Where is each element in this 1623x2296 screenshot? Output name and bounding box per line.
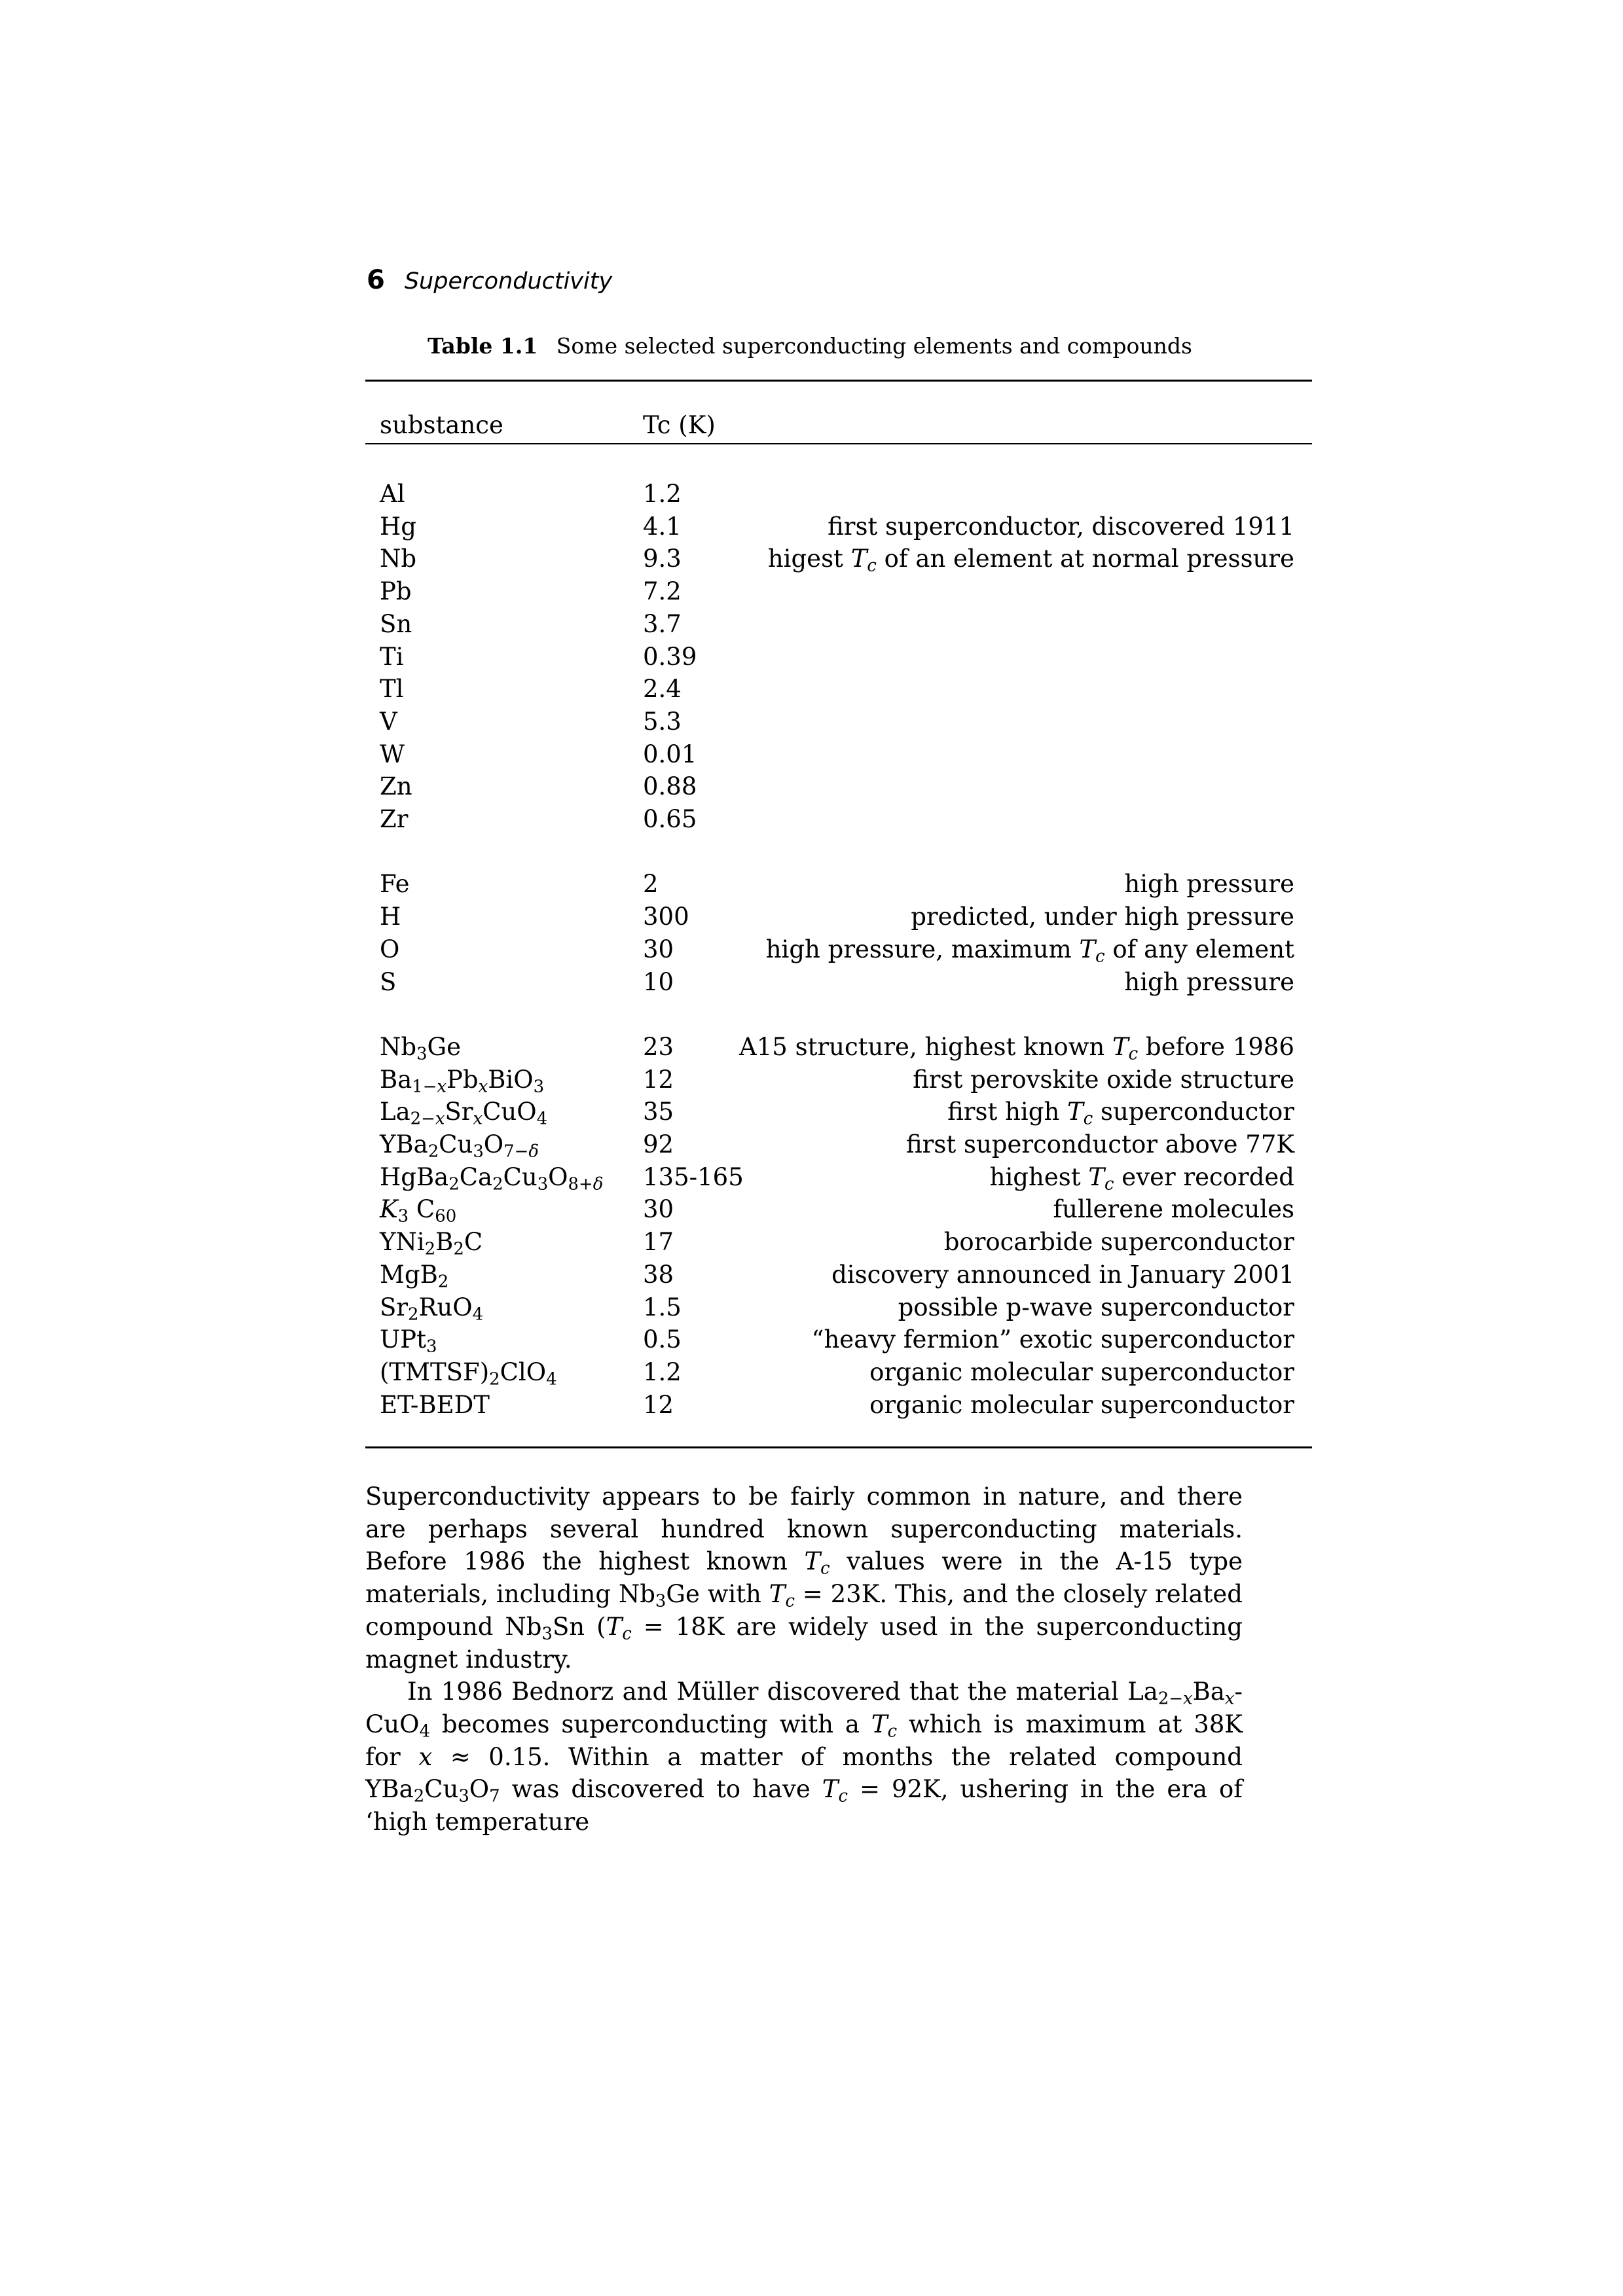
table-row — [0, 1293, 1623, 1326]
table-row — [0, 935, 1623, 968]
table-row — [0, 968, 1623, 1001]
cell-tc: 0.01 — [643, 740, 697, 768]
cell-tc: 1.5 — [643, 1293, 682, 1321]
cell-substance: S — [380, 967, 397, 996]
table-row — [0, 772, 1623, 805]
cell-note: first high $T_c$ superconductor — [947, 1098, 1294, 1129]
cell-note: borocarbide superconductor — [943, 1228, 1294, 1257]
body-paragraph-1: Superconductivity appears to be fairly common in nature, and there are perhaps several hundred known superconducting materials. Before 1986 the highest known $T_c$ values were in the A-15 type materials, including $Nb_3Ge$ with $T_c = 23K$. This, and the closely related compound $Nb_3Sn$ ($T_c = 18K$ are widely used in the superconducting magnet industry. — [365, 1482, 1243, 1674]
table-row — [0, 512, 1623, 545]
cell-tc: 92 — [643, 1130, 674, 1158]
table-row — [0, 1098, 1623, 1130]
table-row — [0, 545, 1623, 577]
table-row — [0, 1195, 1623, 1228]
cell-note: first perovskite oxide structure — [913, 1065, 1294, 1094]
cell-tc: 1.2 — [643, 1357, 682, 1386]
cell-substance: Fe — [380, 870, 410, 899]
table-row — [0, 740, 1623, 773]
body-text — [365, 1480, 1243, 1839]
cell-note: high pressure — [1124, 967, 1294, 996]
cell-tc: 0.5 — [643, 1325, 682, 1354]
cell-note: high pressure — [1124, 870, 1294, 899]
cell-substance: $YBa_2Cu_3O_{7-\delta}$ — [380, 1130, 539, 1162]
cell-note: predicted, under high pressure — [911, 903, 1294, 931]
cell-tc: 30 — [643, 935, 674, 963]
cell-tc: 23 — [643, 1032, 674, 1061]
cell-tc: 300 — [643, 903, 689, 931]
cell-tc: 0.65 — [643, 805, 697, 833]
cell-tc: 38 — [643, 1260, 674, 1289]
cell-substance: O — [380, 935, 400, 963]
header-substance: substance — [380, 411, 503, 439]
body-paragraph-2: In 1986 Bednorz and Müller discovered that the material $La_{2-x}Ba_x-CuO_4$ becomes superconducting with a $T_c$ which is maximum at 38K for x ≈ 0.15. Within a matter of months the related compound $YBa_2Cu_3O_7$ was discovered to have $T_c = 92K$, ushering in the era of ‘high temperature — [365, 1677, 1243, 1837]
cell-tc: 4.1 — [643, 512, 682, 541]
chapter-title: Superconductivity — [404, 268, 613, 295]
cell-substance: Zn — [380, 772, 412, 801]
cell-substance: V — [380, 707, 397, 736]
cell-substance: Pb — [380, 577, 412, 606]
cell-substance: Ti — [380, 642, 404, 671]
cell-substance: UPt$_3$ — [380, 1325, 437, 1357]
table-row — [0, 1391, 1623, 1424]
cell-substance: Tl — [380, 675, 404, 704]
cell-tc: 2.4 — [643, 675, 682, 704]
cell-substance: $(TMTSF)_2ClO_4$ — [380, 1357, 557, 1390]
cell-tc: 7.2 — [643, 577, 682, 606]
table-header-rule — [365, 443, 1312, 444]
cell-note: organic molecular superconductor — [869, 1390, 1294, 1419]
cell-substance: $YNi_2B_2C$ — [380, 1228, 483, 1259]
cell-substance: Nb — [380, 545, 417, 573]
cell-substance: $HgBa_2Ca_2Cu_3O_{8+\delta}$ — [380, 1162, 604, 1194]
cell-note: fullerene molecules — [1053, 1195, 1294, 1224]
cell-note: first superconductor above 77K — [905, 1130, 1294, 1158]
cell-substance: $K_3$ $C_{60}$ — [380, 1195, 457, 1227]
running-head — [367, 265, 612, 304]
table-bottom-rule — [365, 1446, 1312, 1448]
table-caption-text: Some selected superconducting elements and compounds — [556, 333, 1192, 359]
table-row — [0, 577, 1623, 610]
cell-tc: 17 — [643, 1228, 674, 1257]
cell-substance: $Sr_2RuO_4$ — [380, 1293, 484, 1324]
cell-tc: 9.3 — [643, 545, 682, 573]
cell-note: highest $T_c$ ever recorded — [989, 1162, 1294, 1194]
header-tc: Tc (K) — [643, 411, 716, 439]
page-number: 6 — [367, 265, 385, 295]
table-row — [0, 708, 1623, 740]
cell-tc: 12 — [643, 1065, 674, 1094]
cell-tc: 10 — [643, 967, 674, 996]
table-row — [0, 1325, 1623, 1358]
cell-note: higest $T_c$ of an element at normal pressure — [767, 545, 1294, 576]
cell-substance: $Ba_{1-x}Pb_xBiO_3$ — [380, 1065, 545, 1097]
cell-tc: 3.7 — [643, 609, 682, 638]
cell-note: organic molecular superconductor — [869, 1357, 1294, 1386]
table-caption — [428, 333, 1192, 359]
table-row — [0, 1358, 1623, 1391]
table-row — [0, 1033, 1623, 1066]
table-row — [0, 675, 1623, 708]
table-row — [0, 643, 1623, 675]
cell-tc: 135-165 — [643, 1162, 744, 1191]
cell-substance: H — [380, 903, 401, 931]
cell-substance: W — [380, 740, 405, 768]
cell-tc: 35 — [643, 1098, 674, 1126]
cell-tc: 1.2 — [643, 480, 682, 508]
table-row — [0, 1163, 1623, 1196]
cell-substance: ET-BEDT — [380, 1390, 490, 1419]
table-caption-label: Table 1.1 — [428, 333, 538, 359]
table-row — [0, 1261, 1623, 1293]
cell-substance: MgB$_2$ — [380, 1260, 449, 1292]
cell-note: discovery announced in January 2001 — [831, 1260, 1294, 1289]
cell-substance: Sn — [380, 609, 412, 638]
table-row — [0, 1228, 1623, 1261]
cell-tc: 30 — [643, 1195, 674, 1224]
table-row — [0, 870, 1623, 903]
cell-tc: 0.39 — [643, 642, 697, 671]
cell-note: possible p-wave superconductor — [898, 1293, 1294, 1321]
cell-substance: Zr — [380, 805, 409, 833]
cell-note: high pressure, maximum $T_c$ of any element — [765, 935, 1294, 967]
cell-substance: $La_{2-x}Sr_xCuO_4$ — [380, 1098, 548, 1129]
cell-note: A15 structure, highest known $T_c$ before 1986 — [739, 1032, 1294, 1064]
table-row — [0, 903, 1623, 935]
cell-tc: 2 — [643, 870, 659, 899]
table-row — [0, 1066, 1623, 1098]
cell-substance: Al — [380, 480, 405, 508]
cell-substance: $Nb_3Ge$ — [380, 1032, 461, 1064]
table-row — [0, 1130, 1623, 1163]
cell-substance: Hg — [380, 512, 416, 541]
table-row — [0, 480, 1623, 512]
cell-note: first superconductor, discovered 1911 — [828, 512, 1294, 541]
cell-tc: 0.88 — [643, 772, 697, 801]
cell-note: “heavy fermion” exotic superconductor — [811, 1325, 1294, 1354]
table-row — [0, 805, 1623, 838]
table-row — [0, 610, 1623, 643]
table-top-rule — [365, 380, 1312, 382]
cell-tc: 5.3 — [643, 707, 682, 736]
cell-tc: 12 — [643, 1390, 674, 1419]
